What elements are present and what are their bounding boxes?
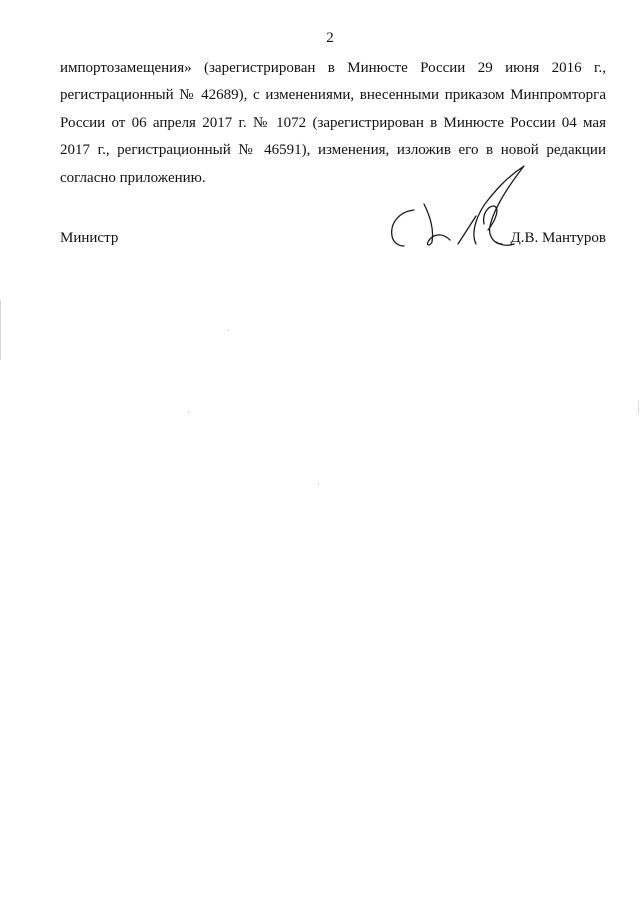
- scan-artifact: [318, 484, 319, 485]
- page-number: 2: [326, 30, 334, 46]
- scan-edge-mark: [0, 300, 1, 360]
- scan-edge-mark: [638, 400, 639, 414]
- signature-block: [60, 228, 606, 258]
- paragraph-line: России от 06 апреля 2017 г. № 1072 (зарегистрирован в Минюсте России 04 мая: [60, 114, 606, 131]
- paragraph-line: регистрационный № 42689), с изменениями, внесенными приказом Минпромторга: [60, 87, 606, 104]
- scan-artifact: [188, 412, 189, 413]
- paragraph-line: импортозамещения» (зарегистрирован в Минюсте России 29 июня 2016 г.,: [60, 60, 606, 76]
- signatory-title: Министр: [60, 230, 119, 246]
- signatory-name: Д.В. Мантуров: [510, 230, 606, 246]
- paragraph-line: 2017 г., регистрационный № 46591), изменения, изложив его в новой редакции: [60, 142, 606, 159]
- paragraph-line: согласно приложению.: [60, 169, 206, 186]
- scan-artifact: [228, 330, 229, 331]
